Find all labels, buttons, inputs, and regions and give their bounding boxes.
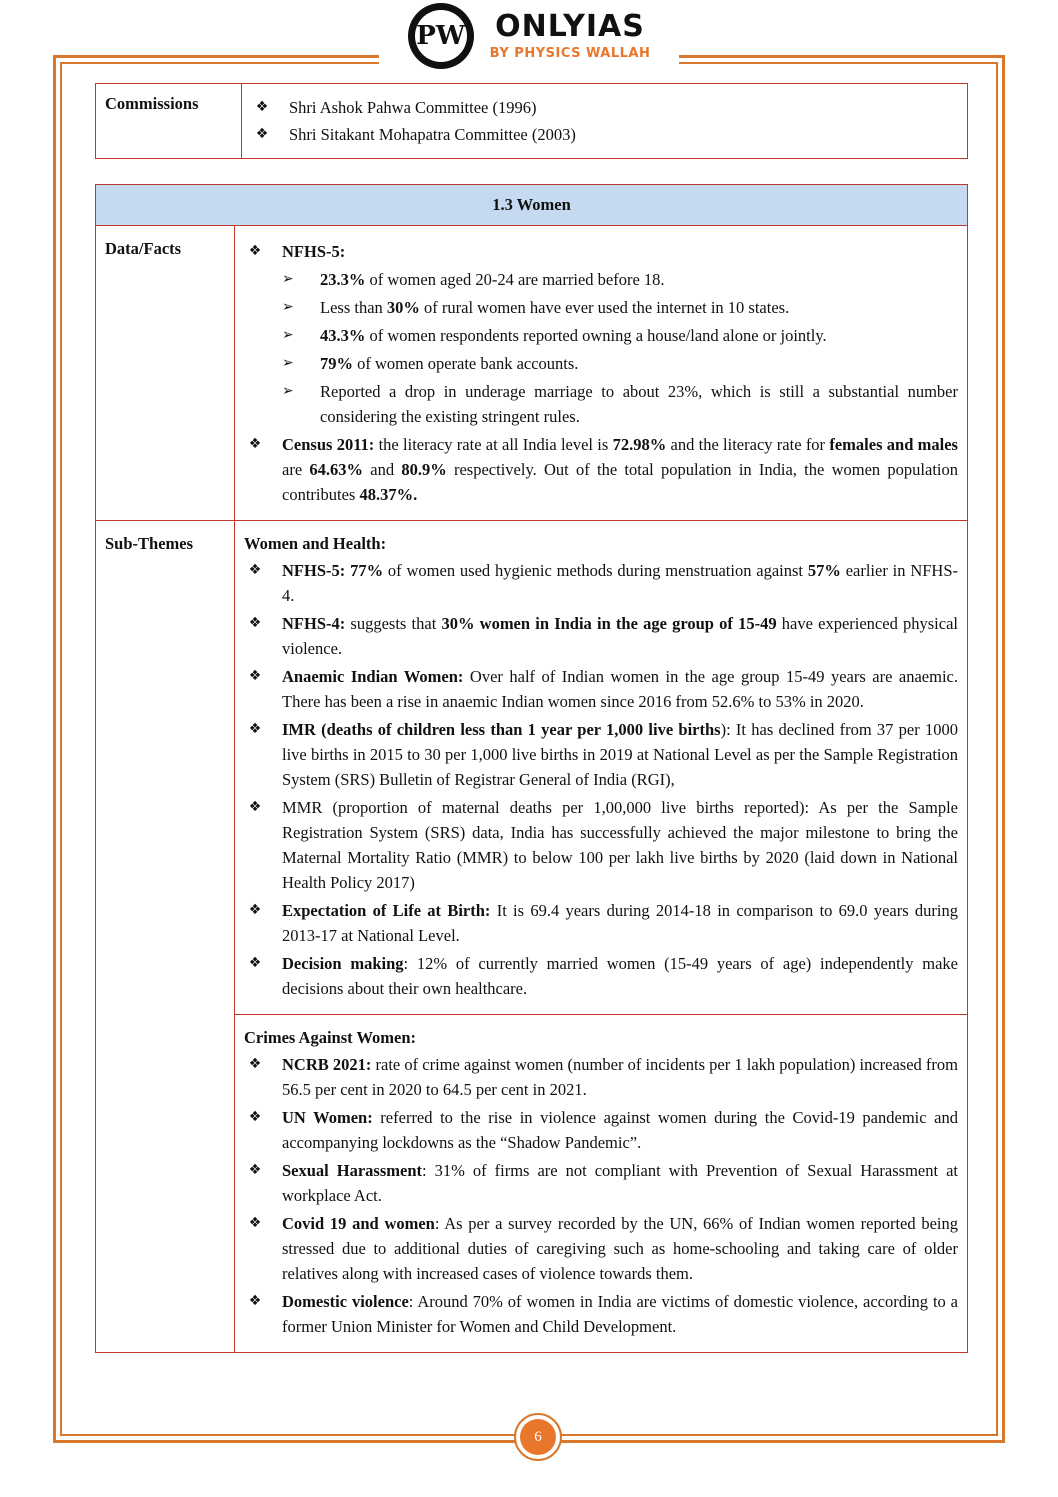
diamond-bullet-icon: ❖ xyxy=(248,902,262,918)
health-item: ❖ NFHS-5: 77% of women used hygienic methods during menstruation against 57% earlier in NFHS-4. xyxy=(244,558,958,608)
diamond-bullet-icon: ❖ xyxy=(255,126,269,142)
diamond-bullet-icon: ❖ xyxy=(248,955,262,971)
diamond-bullet-icon: ❖ xyxy=(248,1293,262,1309)
diamond-bullet-icon: ❖ xyxy=(255,99,269,115)
health-item: ❖ NFHS-4: suggests that 30% women in India in the age group of 15-49 have experienced physical violence. xyxy=(244,611,958,661)
arrow-bullet-icon: ➢ xyxy=(282,383,294,399)
page-number: 6 xyxy=(520,1419,556,1455)
commissions-content xyxy=(242,84,968,159)
nfhs5-fact: ➢ Reported a drop in underage marriage to about 23%, which is still a substantial number considering the existing stringent rules. xyxy=(244,379,958,429)
diamond-bullet-icon: ❖ xyxy=(248,1215,262,1231)
arrow-bullet-icon: ➢ xyxy=(282,355,294,371)
crime-item: ❖ Sexual Harassment: 31% of firms are not compliant with Prevention of Sexual Harassment at workplace Act. xyxy=(244,1158,958,1208)
diamond-bullet-icon: ❖ xyxy=(248,243,262,259)
diamond-bullet-icon: ❖ xyxy=(248,799,262,815)
arrow-bullet-icon: ➢ xyxy=(282,271,294,287)
diamond-bullet-icon: ❖ xyxy=(248,436,262,452)
data-facts-content xyxy=(235,226,968,521)
diamond-bullet-icon: ❖ xyxy=(248,721,262,737)
health-item: ❖ Anaemic Indian Women: Over half of Indian women in the age group 15-49 years are anaemic. There has been a rise in anaemic Indian women since 2016 from 52.6% to 53% in 2020. xyxy=(244,664,958,714)
diamond-bullet-icon: ❖ xyxy=(248,1109,262,1125)
commissions-label: Commissions xyxy=(96,84,242,159)
diamond-bullet-icon: ❖ xyxy=(248,562,262,578)
commission-item: ❖ Shri Ashok Pahwa Committee (1996) xyxy=(251,94,958,121)
arrow-bullet-icon: ➢ xyxy=(282,299,294,315)
crime-item: ❖ Domestic violence: Around 70% of women in India are victims of domestic violence, according to a former Union Minister for Women and Child Development. xyxy=(244,1289,958,1339)
crime-item: ❖ NCRB 2021: rate of crime against women (number of incidents per 1 lakh population) increased from 56.5 per cent in 2020 to 64.5 per cent in 2021. xyxy=(244,1052,958,1102)
pw-logo-letters: PW xyxy=(415,10,467,62)
data-facts-label: Data/Facts xyxy=(96,226,235,521)
crimes-title: Crimes Against Women: xyxy=(244,1028,417,1047)
women-health-content xyxy=(235,521,968,1015)
crimes-content xyxy=(235,1015,968,1353)
nfhs5-item: ❖ NFHS-5: xyxy=(244,239,958,264)
brand-subtitle: BY PHYSICS WALLAH xyxy=(489,45,651,61)
nfhs5-fact: ➢ 79% of women operate bank accounts. xyxy=(244,351,958,376)
health-item: ❖ Decision making: 12% of currently married women (15-49 years of age) independently make decisions about their own healthcare. xyxy=(244,951,958,1001)
pw-logo-icon xyxy=(408,3,474,69)
nfhs5-fact: ➢ 23.3% of women aged 20-24 are married before 18. xyxy=(244,267,958,292)
brand-name: ONLYIAS xyxy=(495,8,645,44)
diamond-bullet-icon: ❖ xyxy=(248,615,262,631)
arrow-bullet-icon: ➢ xyxy=(282,327,294,343)
census-item: ❖ Census 2011: the literacy rate at all India level is 72.98% and the literacy rate for females and males are 64.63% and 80.9% respectively. Out of the total population in India, the women population contributes 48.37%. xyxy=(244,432,958,507)
nfhs5-fact: ➢ 43.3% of women respondents reported owning a house/land alone or jointly. xyxy=(244,323,958,348)
diamond-bullet-icon: ❖ xyxy=(248,1056,262,1072)
women-section-table xyxy=(95,184,968,1353)
women-health-title: Women and Health: xyxy=(244,534,387,553)
nfhs5-fact: ➢ Less than 30% of rural women have ever used the internet in 10 states. xyxy=(244,295,958,320)
diamond-bullet-icon: ❖ xyxy=(248,668,262,684)
health-item: ❖ MMR (proportion of maternal deaths per 1,00,000 live births reported): As per the Sample Registration System (SRS) data, India has successfully achieved the major milestone to bring the Maternal Mortality Ratio (MMR) to below 100 per lakh live births by 2020 (laid down in National Health Policy 2017) xyxy=(244,795,958,895)
brand-logo xyxy=(379,0,679,72)
crime-item: ❖ Covid 19 and women: As per a survey recorded by the UN, 66% of Indian women reported being stressed due to additional duties of caregiving such as home-schooling and taking care of older relatives along with increased cases of violence towards them. xyxy=(244,1211,958,1286)
crime-item: ❖ UN Women: referred to the rise in violence against women during the Covid-19 pandemic and accompanying lockdowns as the “Shadow Pandemic”. xyxy=(244,1105,958,1155)
section-title: 1.3 Women xyxy=(96,185,968,226)
commission-item: ❖ Shri Sitakant Mohapatra Committee (2003) xyxy=(251,121,958,148)
diamond-bullet-icon: ❖ xyxy=(248,1162,262,1178)
health-item: ❖ Expectation of Life at Birth: It is 69.4 years during 2014-18 in comparison to 69.0 years during 2013-17 at National Level. xyxy=(244,898,958,948)
page-number-badge xyxy=(514,1413,562,1461)
health-item: ❖ IMR (deaths of children less than 1 year per 1,000 live births): It has declined from 37 per 1000 live births in 2015 to 30 per 1,000 live births in 2019 at National Level as per the Sample Registration System (SRS) Bulletin of Registrar General of India (RGI), xyxy=(244,717,958,792)
brand-text xyxy=(489,8,651,61)
commissions-table xyxy=(95,83,968,159)
sub-themes-label: Sub-Themes xyxy=(96,521,235,1353)
